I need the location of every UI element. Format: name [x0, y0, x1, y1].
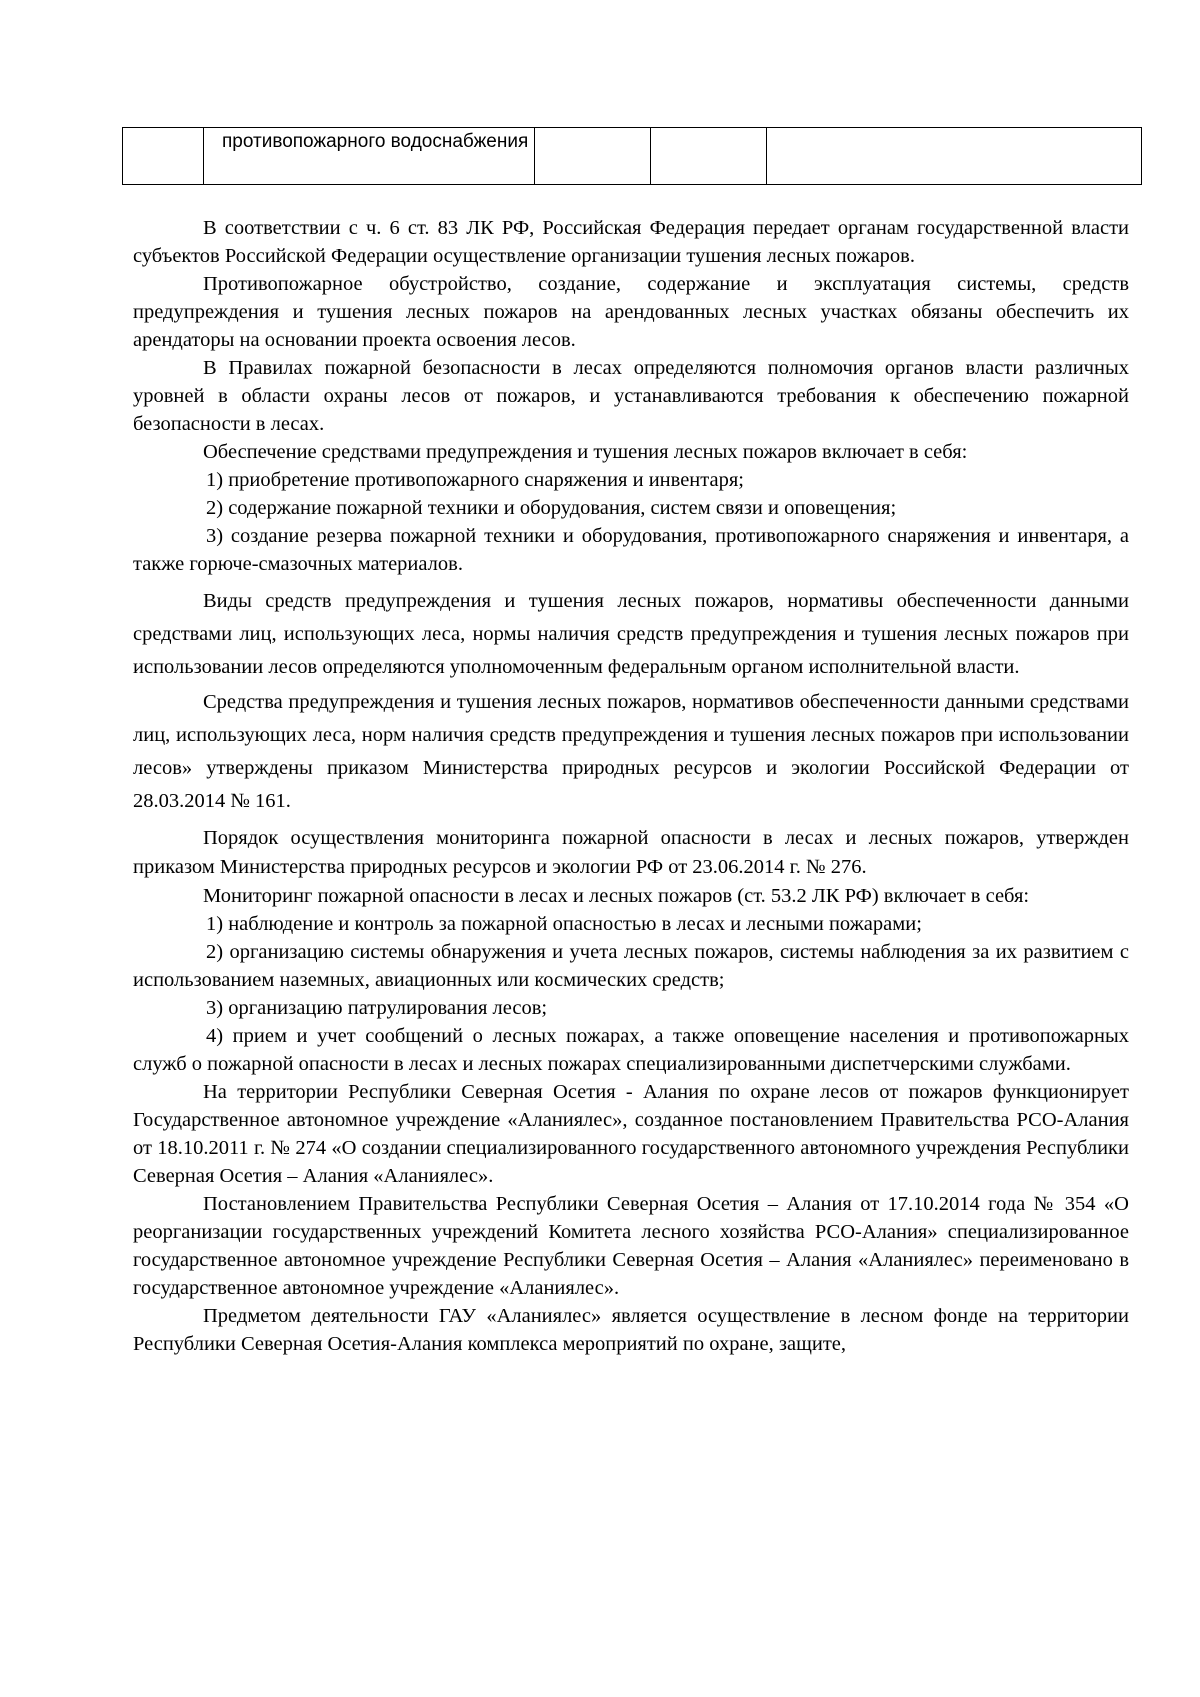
paragraph: В Правилах пожарной безопасности в лесах определяются полномочия органов власти различных уровней в области охраны лесов от пожаров, и устанавливаются требования к обеспечению пожарной безопасности в лесах. — [133, 357, 1129, 435]
list-item: 3) создание резерва пожарной техники и оборудования, противопожарного снаряжения и инвентаря, а также горюче-смазочных материалов. — [133, 525, 1129, 575]
paragraph: В соответствии с ч. 6 ст. 83 ЛК РФ, Российская Федерация передает органам государственной власти субъектов Российской Федерации осуществление организации тушения лесных пожаров. — [133, 217, 1129, 267]
paragraph: Предметом деятельности ГАУ «Аланиялес» является осуществление в лесном фонде на территории Республики Северная Осетия-Алания комплекса мероприятий по охране, защите, — [133, 1305, 1129, 1355]
table-fragment — [122, 127, 1142, 185]
paragraph: Порядок осуществления мониторинга пожарной опасности в лесах и лесных пожаров, утвержден приказом Министерства природных ресурсов и экологии РФ от 23.06.2014 г. № 276. — [133, 827, 1129, 878]
paragraph: Противопожарное обустройство, создание, содержание и эксплуатация системы, средств предупреждения и тушения лесных пожаров на арендованных лесных участках обязаны обеспечить их арендаторы на основании проекта освоения лесов. — [133, 273, 1129, 351]
list-item: 1) приобретение противопожарного снаряжения и инвентаря; — [206, 469, 744, 491]
paragraph: Мониторинг пожарной опасности в лесах и лесных пожаров (ст. 53.2 ЛК РФ) включает в себя: — [203, 885, 1030, 907]
paragraph: На территории Республики Северная Осетия - Алания по охране лесов от пожаров функционирует Государственное автономное учреждение «Аланиялес», созданное постановлением Правительства РСО-Алания от 18.10.2011 г. № 274 «О создании специализированного государственного автономного учреждения Республики Северная Осетия – Алания «Аланиялес». — [133, 1081, 1129, 1187]
paragraph: Постановлением Правительства Республики Северная Осетия – Алания от 17.10.2014 года № 354 «О реорганизации государственных учреждений Комитета лесного хозяйства РСО-Алания» специализированное государственное автономное учреждение Республики Северная Осетия – Алания «Аланиялес» переименовано в государственное автономное учреждение «Аланиялес». — [133, 1193, 1129, 1299]
table-cell-empty — [651, 128, 767, 185]
list-item: 1) наблюдение и контроль за пожарной опасностью в лесах и лесными пожарами; — [206, 913, 922, 935]
table-row — [123, 128, 1142, 185]
list-item: 2) организацию системы обнаружения и учета лесных пожаров, системы наблюдения за их развитием с использованием наземных, авиационных или космических средств; — [133, 941, 1129, 991]
list-item: 4) прием и учет сообщений о лесных пожарах, а также оповещение населения и противопожарных служб о пожарной опасности в лесах и лесных пожарах специализированными диспетчерскими службами. — [133, 1025, 1129, 1075]
table-cell-empty — [535, 128, 651, 185]
table-cell-number — [123, 128, 204, 185]
paragraph: Средства предупреждения и тушения лесных пожаров, нормативов обеспеченности данными средствами лиц, использующих леса, норм наличия средств предупреждения и тушения лесных пожаров при использовании лесов» утверждены приказом Министерства природных ресурсов и экологии Российской Федерации от 28.03.2014 № 161. — [133, 691, 1129, 812]
paragraph: Виды средств предупреждения и тушения лесных пожаров, нормативы обеспеченности данными средствами лиц, использующих леса, нормы наличия средств предупреждения и тушения лесных пожаров при использовании лесов определяются уполномоченным федеральным органом исполнительной власти. — [133, 590, 1129, 678]
list-item: 2) содержание пожарной техники и оборудования, систем связи и оповещения; — [206, 497, 897, 519]
table-cell-name: противопожарного водоснабжения — [204, 128, 535, 185]
document-body — [133, 214, 1129, 1358]
list-item: 3) организацию патрулирования лесов; — [206, 997, 548, 1019]
paragraph: Обеспечение средствами предупреждения и тушения лесных пожаров включает в себя: — [203, 441, 968, 463]
table-cell-empty — [767, 128, 1142, 185]
